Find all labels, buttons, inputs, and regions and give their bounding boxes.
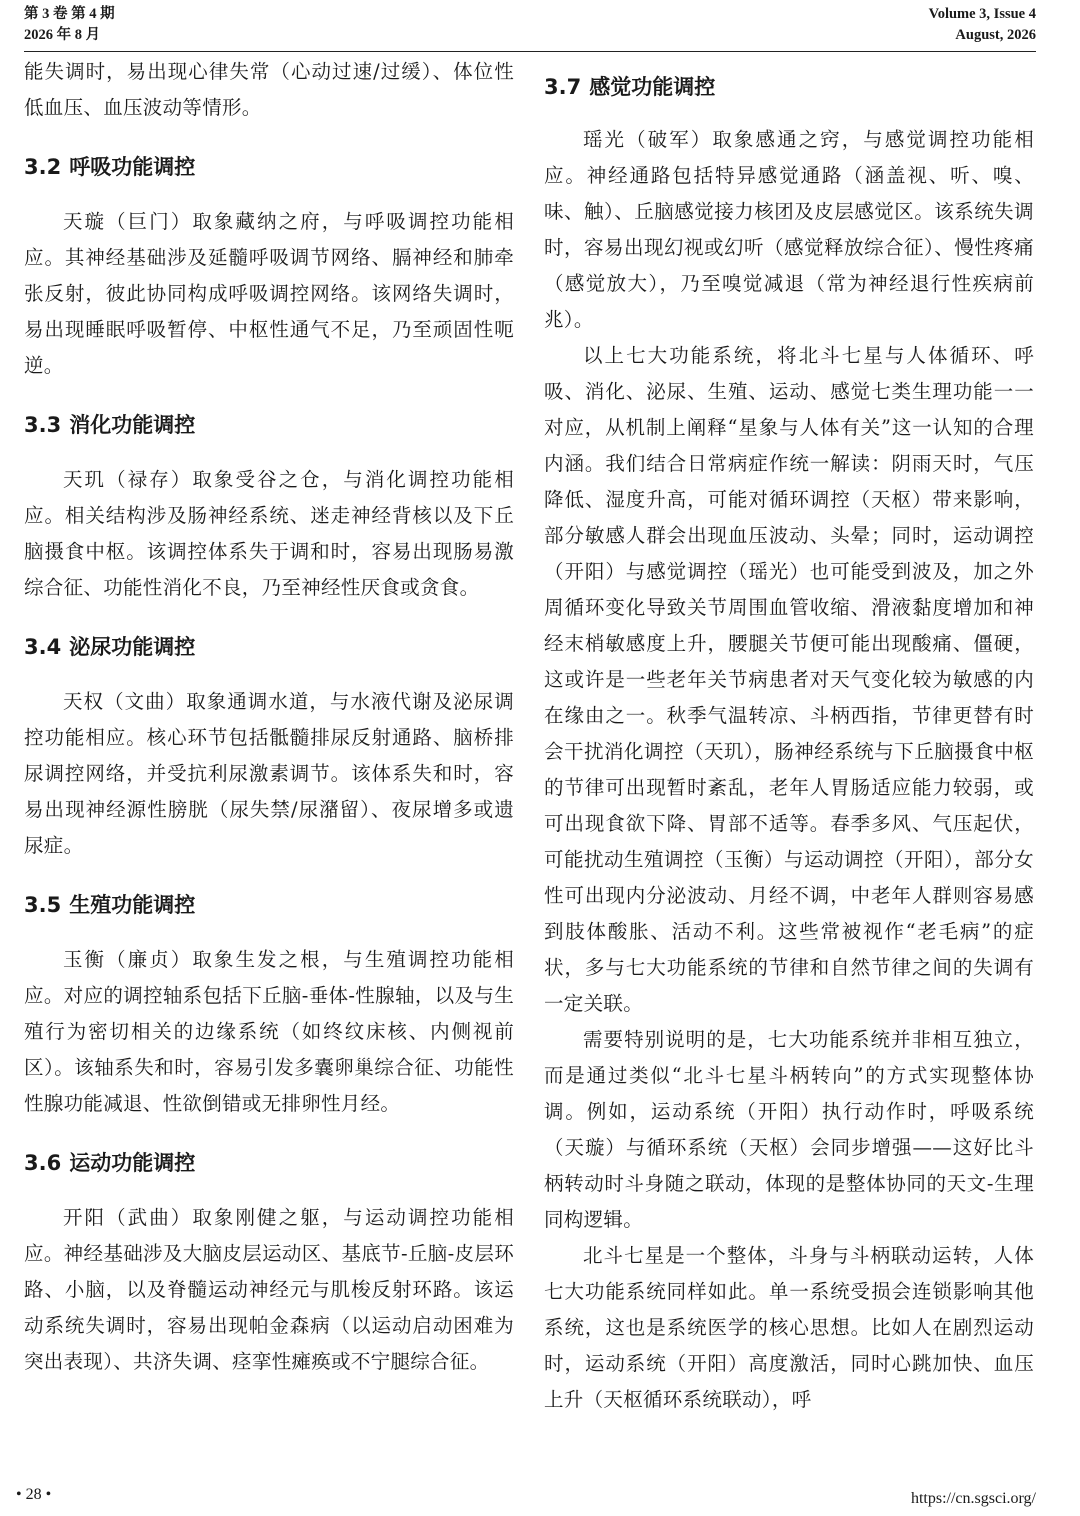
section-title: 生殖功能调控 [69,893,196,917]
section-title: 运动功能调控 [69,1151,196,1175]
page-footer [16,1486,1036,1510]
section-paragraph: 天玑（禄存）取象受谷之仓，与消化调控功能相应。相关结构涉及肠神经系统、迷走神经背核以及下丘脑摄食中枢。该调控体系失于调和时，容易出现肠易激综合征、功能性消化不良，乃至神经性厌食或贪食。 [24,468,514,599]
section-heading-3-3 [24,410,514,440]
section-number: 3.3 [24,413,62,437]
left-column [24,54,514,1380]
section-heading-3-7 [544,72,1034,102]
section-number: 3.4 [24,635,62,659]
section-paragraph: 天权（文曲）取象通调水道，与水液代谢及泌尿调控功能相应。核心环节包括骶髓排尿反射通路、脑桥排尿调控网络，并受抗利尿激素调节。该体系失和时，容易出现神经源性膀胱（尿失禁/尿潴留）、夜尿增多或遗尿症。 [24,690,514,857]
body-paragraph: 需要特别说明的是，七大功能系统并非相互独立，而是通过类似“北斗七星斗柄转向”的方式实现整体协调。例如，运动系统（开阳）执行动作时，呼吸系统（天璇）与循环系统（天枢）会同步增强——这好比斗柄转动时斗身随之联动，体现的是整体协同的天文-生理同构逻辑。 [544,1028,1034,1231]
section-heading-3-4 [24,632,514,662]
date-en: August, 2026 [955,27,1036,43]
section-heading-3-5 [24,890,514,920]
date-zh: 2026 年 8 月 [24,27,101,43]
page-number: • 28 • [16,1486,52,1503]
volume-issue-en: Volume 3, Issue 4 [928,6,1036,22]
section-paragraph: 开阳（武曲）取象刚健之躯，与运动调控功能相应。神经基础涉及大脑皮层运动区、基底节-丘脑-皮层环路、小脑，以及脊髓运动神经元与肌梭反射环路。该运动系统失调时，容易出现帕金森病（以运动启动困难为突出表现）、共济失调、痉挛性瘫痪或不宁腿综合征。 [24,1206,514,1373]
section-title: 感觉功能调控 [589,75,716,99]
journal-issue-en [929,4,1036,46]
journal-url: https://cn.sgsci.org/ [910,1490,1036,1507]
section-title: 消化功能调控 [69,413,196,437]
section-heading-3-2 [24,152,514,182]
section-title: 泌尿功能调控 [69,635,196,659]
body-paragraph: 以上七大功能系统，将北斗七星与人体循环、呼吸、消化、泌尿、生殖、运动、感觉七类生理功能一一对应，从机制上阐释“星象与人体有关”这一认知的合理内涵。我们结合日常病症作统一解读：阴雨天时，气压降低、湿度升高，可能对循环调控（天枢）带来影响，部分敏感人群会出现血压波动、头晕；同时，运动调控（开阳）与感觉调控（瑶光）也可能受到波及，加之外周循环变化导致关节周围血管收缩、滑液黏度增加和神经末梢敏感度上升，腰腿关节便可能出现酸痛、僵硬，这或许是一些老年关节病患者对天气变化较为敏感的内在缘由之一。秋季气温转凉、斗柄西指，节律更替有时会干扰消化调控（天玑），肠神经系统与下丘脑摄食中枢的节律可出现暂时紊乱，老年人胃肠适应能力较弱，或可出现食欲下降、胃部不适等。春季多风、气压起伏，可能扰动生殖调控（玉衡）与运动调控（开阳），部分女性可出现内分泌波动、月经不调，中老年人群则容易感到肢体酸胀、活动不利。这些常被视作“老毛病”的症状，多与七大功能系统的节律和自然节律之间的失调有一定关联。 [544,344,1034,1015]
section-heading-3-6 [24,1148,514,1178]
section-title: 呼吸功能调控 [69,155,196,179]
section-paragraph: 玉衡（廉贞）取象生发之根，与生殖调控功能相应。对应的调控轴系包括下丘脑-垂体-性腺轴，以及与生殖行为密切相关的边缘系统（如终纹床核、内侧视前区）。该轴系失和时，容易引发多囊卵巢综合征、功能性性腺功能减退、性欲倒错或无排卵性月经。 [24,948,514,1115]
section-number: 3.6 [24,1151,62,1175]
volume-issue-zh: 第 3 卷 第 4 期 [24,6,115,22]
section-number: 3.5 [24,893,62,917]
right-column [544,54,1034,1418]
section-number: 3.2 [24,155,62,179]
journal-issue-zh [24,4,115,46]
header-rule [24,51,1036,52]
section-number: 3.7 [544,75,582,99]
section-paragraph: 天璇（巨门）取象藏纳之府，与呼吸调控功能相应。其神经基础涉及延髓呼吸调节网络、膈神经和肺牵张反射，彼此协同构成呼吸调控网络。该网络失调时，易出现睡眠呼吸暂停、中枢性通气不足，乃至顽固性呃逆。 [24,210,514,377]
body-paragraph: 北斗七星是一个整体，斗身与斗柄联动运转，人体七大功能系统同样如此。单一系统受损会连锁影响其他系统，这也是系统医学的核心思想。比如人在剧烈运动时，运动系统（开阳）高度激活，同时心跳加快、血压上升（天枢循环系统联动），呼 [544,1244,1034,1411]
continued-paragraph: 能失调时，易出现心律失常（心动过速/过缓）、体位性低血压、血压波动等情形。 [24,60,514,119]
running-header [24,4,1036,48]
section-paragraph: 瑶光（破军）取象感通之窍，与感觉调控功能相应。神经通路包括特异感觉通路（涵盖视、听、嗅、味、触）、丘脑感觉接力核团及皮层感觉区。该系统失调时，容易出现幻视或幻听（感觉释放综合征）、慢性疼痛（感觉放大），乃至嗅觉减退（常为神经退行性疾病前兆）。 [544,128,1034,331]
